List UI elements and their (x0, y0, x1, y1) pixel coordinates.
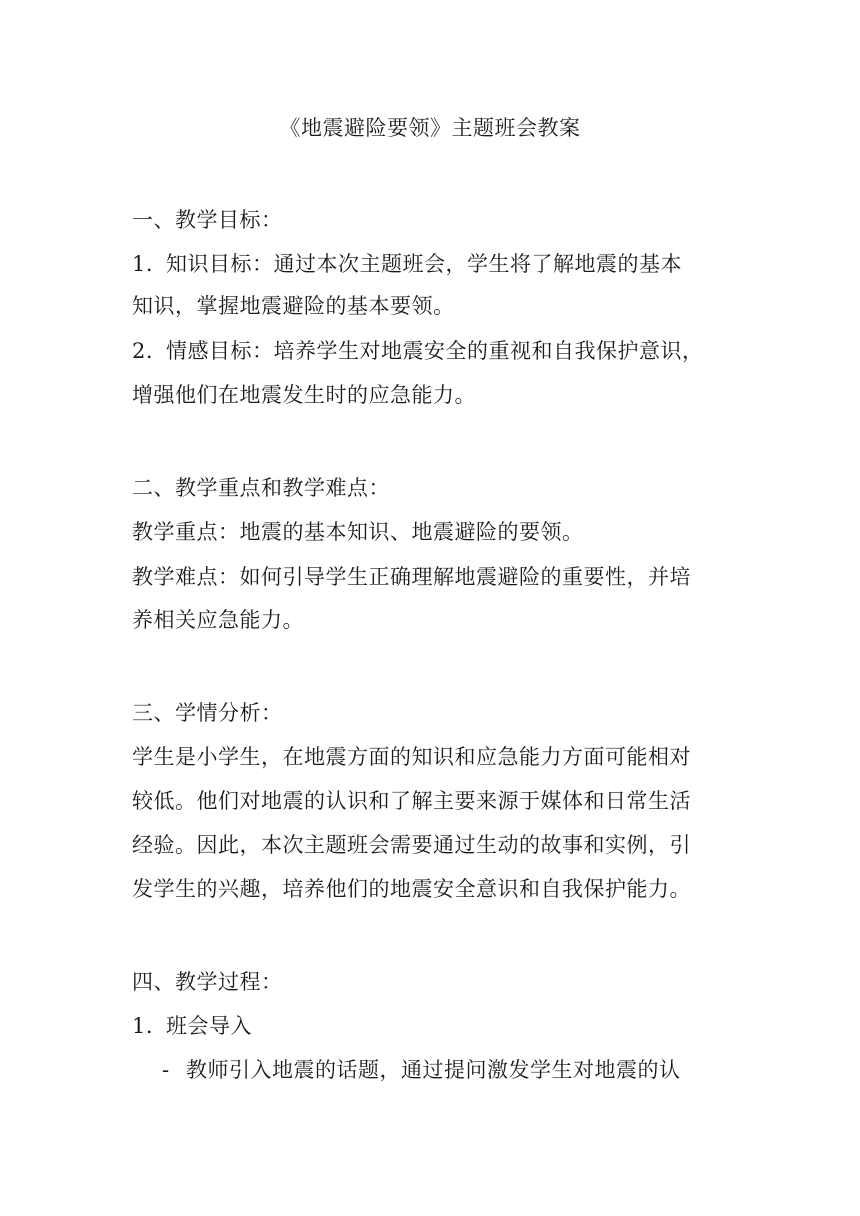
objective-item-2 (132, 337, 704, 365)
objective-text: 知识目标：通过本次主题班会，学生将了解地震的基本 (166, 252, 682, 276)
analysis-line: 发学生的兴趣，培养他们的地震安全意识和自我保护能力。 (132, 877, 691, 901)
objective-text: 情感目标：培养学生对地震安全的重视和自我保护意识， (166, 339, 704, 363)
analysis-line: 经验。因此，本次主题班会需要通过生动的故事和实例，引 (132, 833, 691, 857)
section-heading-student-analysis: 三、学情分析： (132, 701, 283, 725)
objective-item-2-continued: 增强他们在地震发生时的应急能力。 (132, 383, 476, 407)
dash-bullet: - (162, 1058, 170, 1082)
analysis-line: 较低。他们对地震的认识和了解主要来源于媒体和日常生活 (132, 789, 691, 813)
step-number: 1. (132, 1014, 154, 1038)
objective-number: 2. (132, 339, 154, 363)
process-step-1-detail (132, 1056, 681, 1084)
objective-item-1 (132, 250, 682, 278)
key-point-text: 教学重点：地震的基本知识、地震避险的要领。 (132, 520, 584, 544)
difficulty-text-continued: 养相关应急能力。 (132, 608, 304, 632)
analysis-line: 学生是小学生，在地震方面的知识和应急能力方面可能相对 (132, 745, 691, 769)
objective-number: 1. (132, 252, 154, 276)
document-title: 《地震避险要领》主题班会教案 (279, 116, 581, 140)
section-heading-key-points: 二、教学重点和教学难点： (132, 476, 390, 500)
step-detail-text: 教师引入地震的话题，通过提问激发学生对地震的认 (186, 1058, 681, 1082)
section-heading-teaching-process: 四、教学过程： (132, 970, 283, 994)
step-label: 班会导入 (166, 1014, 252, 1038)
difficulty-text: 教学难点：如何引导学生正确理解地震避险的重要性，并培 (132, 565, 691, 589)
objective-item-1-continued: 知识，掌握地震避险的基本要领。 (132, 294, 455, 318)
process-step-1 (132, 1012, 252, 1040)
section-heading-objectives: 一、教学目标： (132, 208, 283, 232)
